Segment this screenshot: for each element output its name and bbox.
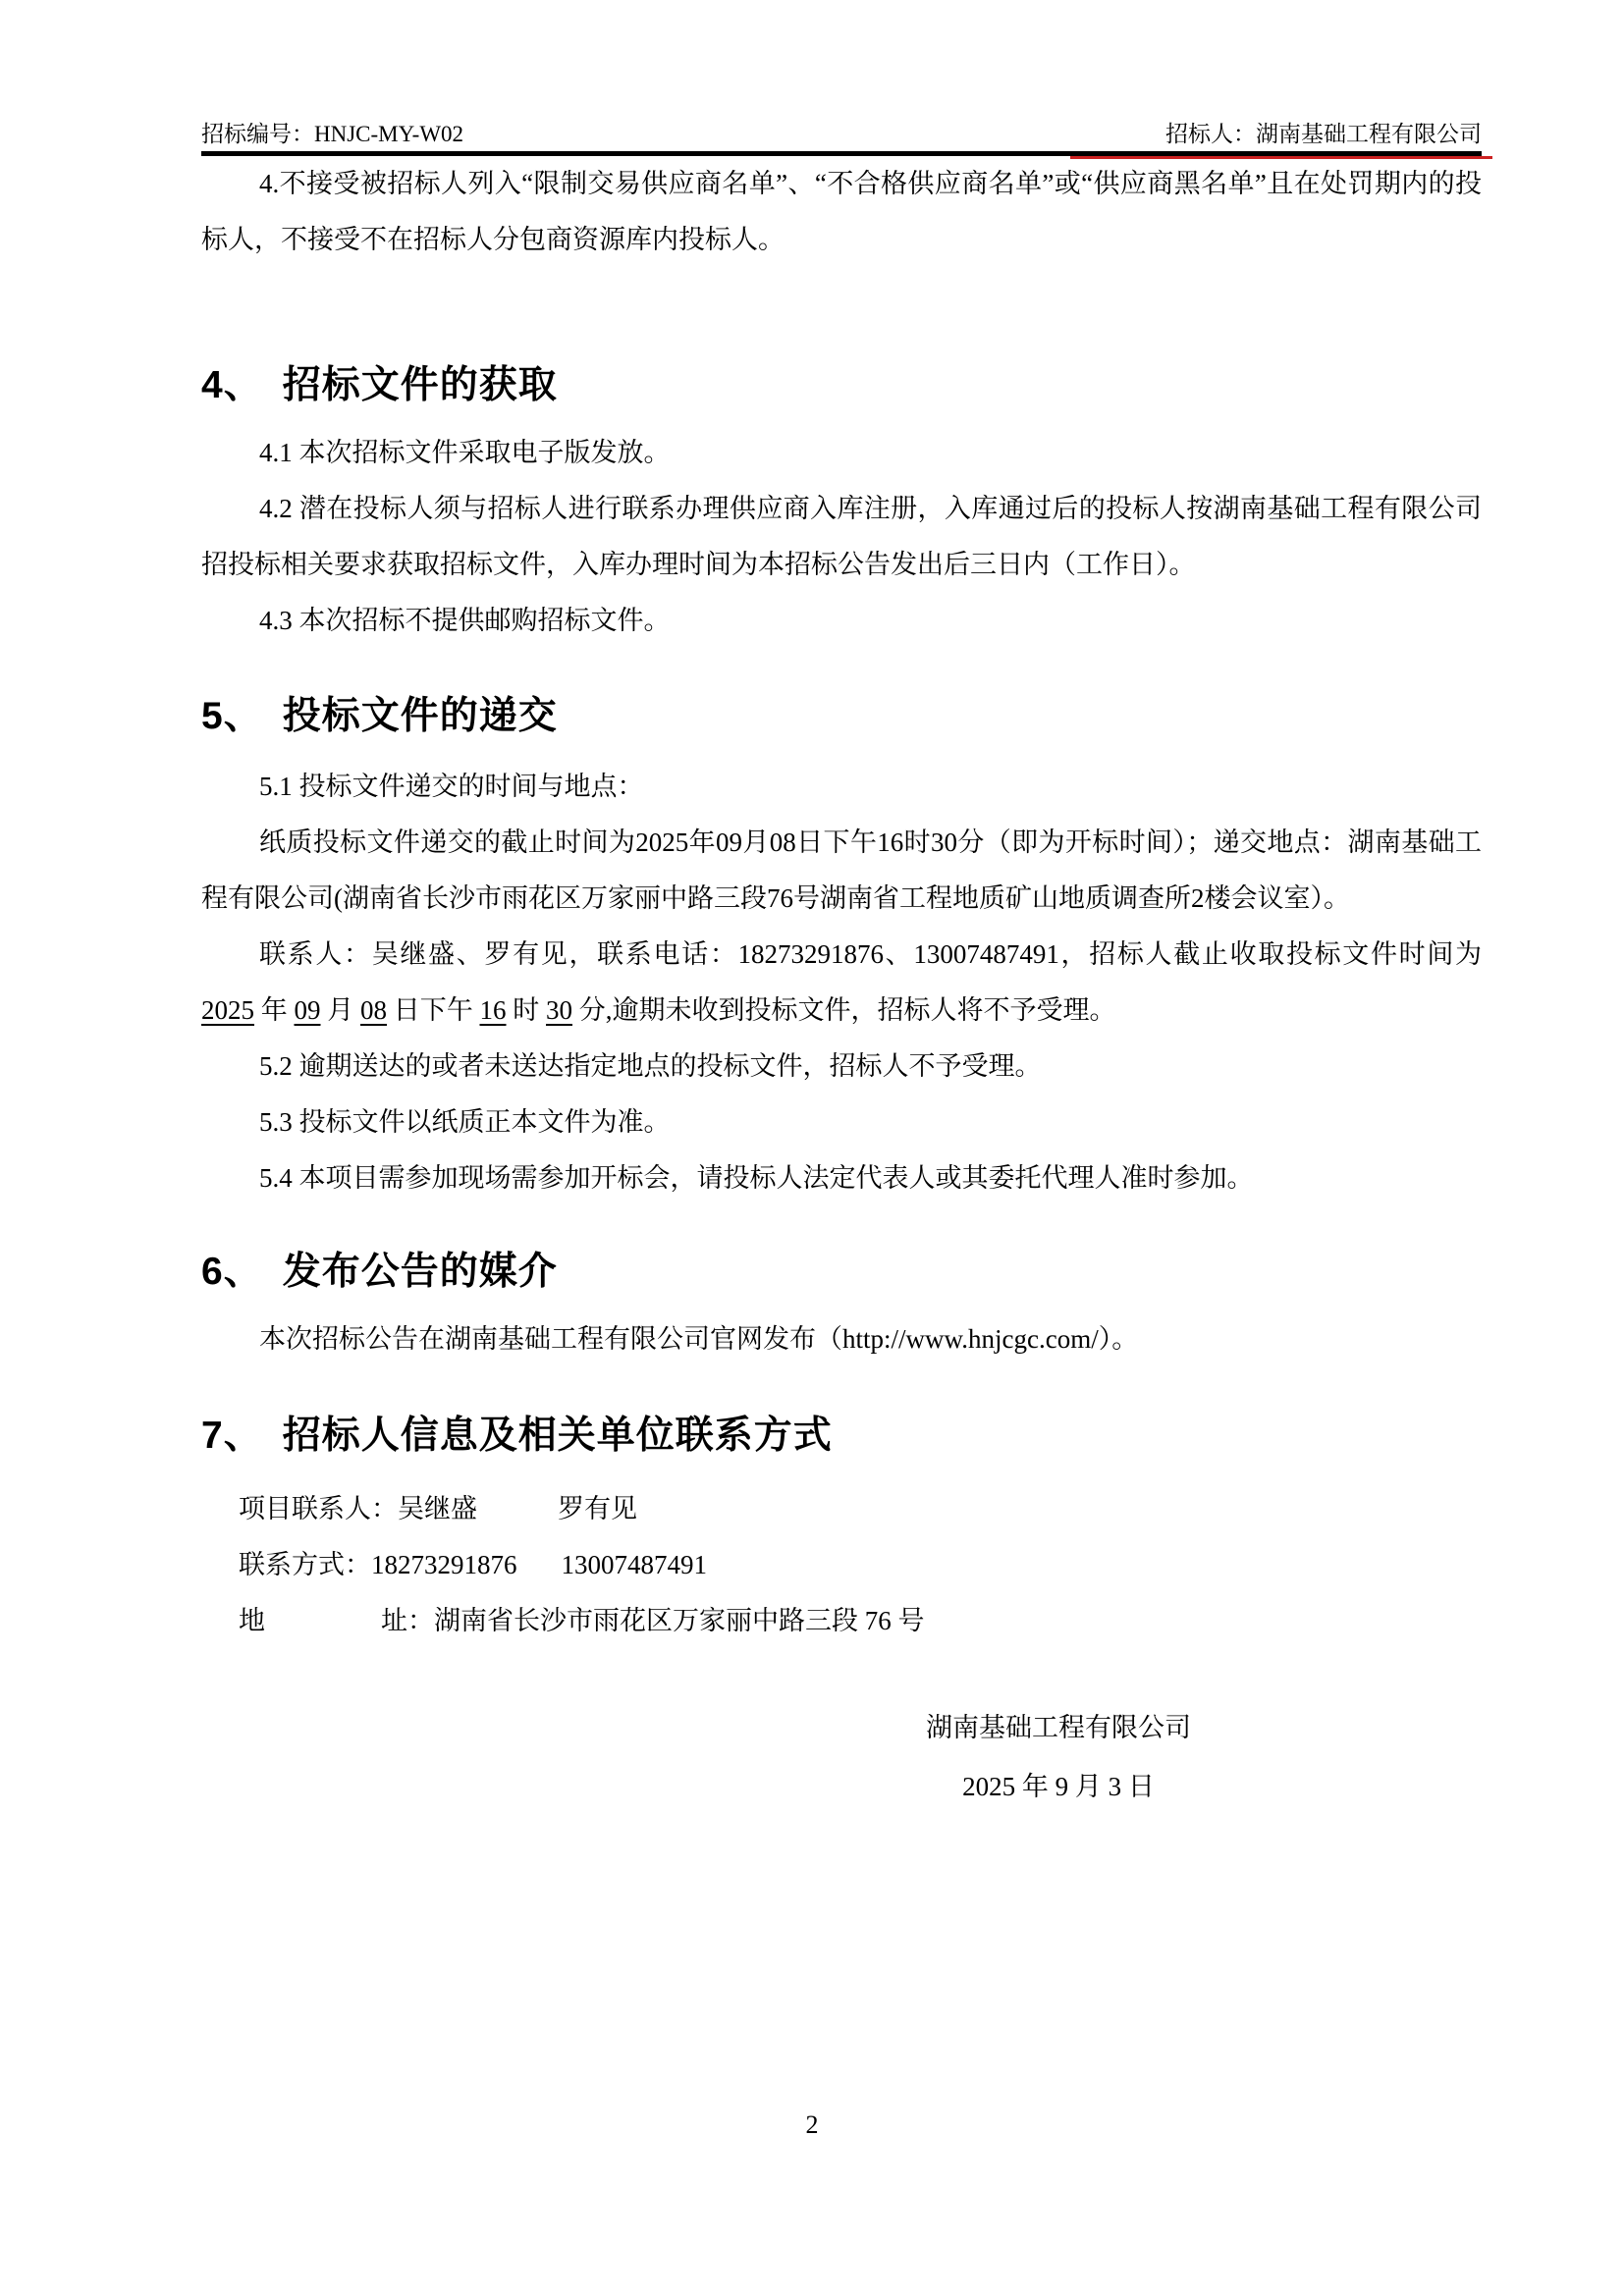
text-run: 月 (320, 995, 360, 1025)
paragraph-4-1: 4.1 本次招标文件采取电子版发放。 (259, 438, 671, 467)
paragraph-4-2: 4.2 潜在投标人须与招标人进行联系办理供应商入库注册，入库通过后的投标人按湖南基础工程有限公司招投标相关要求获取招标文件，入库办理时间为本招标公告发出后三日内（工作日）。 (201, 494, 1482, 579)
header-tenderer-name: 招标人：湖南基础工程有限公司 (1165, 122, 1482, 146)
text-run: 年 (254, 995, 295, 1025)
section-6-title: 发布公告的媒介 (282, 1251, 558, 1293)
section-6-heading (201, 1248, 1482, 1297)
section-4-heading (201, 361, 1482, 410)
address-value: 湖南省长沙市雨花区万家丽中路三段 76 号 (434, 1606, 925, 1635)
address-label-right: 址： (381, 1606, 434, 1635)
paragraph-5-4: 5.4 本项目需参加现场需参加开标会，请投标人法定代表人或其委托代理人准时参加。 (259, 1163, 1254, 1193)
paragraph-5-2: 5.2 逾期送达的或者未送达指定地点的投标文件，招标人不予受理。 (259, 1051, 1042, 1081)
signature-company: 湖南基础工程有限公司 (926, 1713, 1191, 1742)
section-7-title: 招标人信息及相关单位联系方式 (282, 1415, 833, 1457)
contact-phones-row (201, 1537, 1482, 1593)
section-5-heading (201, 692, 1482, 741)
paragraph-6-body: 本次招标公告在湖南基础工程有限公司官网发布（http://www.hnjcgc.com/）。 (259, 1324, 1139, 1354)
contact-address-row (201, 1593, 1482, 1649)
paragraph-5-3: 5.3 投标文件以纸质正本文件为准。 (259, 1107, 671, 1137)
page-number: 2 (805, 2110, 819, 2139)
signature-date: 2025 年 9 月 3 日 (962, 1772, 1155, 1801)
clause-4-paragraph: 4.不接受被招标人列入“限制交易供应商名单”、“不合格供应商名单”或“供应商黑名单”且在处罚期内的投标人，不接受不在招标人分包商资源库内投标人。 (201, 169, 1482, 254)
contact-names-row (201, 1481, 1482, 1537)
contact-phone-2: 13007487491 (561, 1550, 707, 1579)
section-4-title: 招标文件的获取 (282, 364, 558, 406)
underlined-text-run: 08 (360, 995, 387, 1025)
paragraph-5-contact-deadline (201, 927, 1482, 1039)
text-run: 联系人：吴继盛、罗有见，联系电话：18273291876、13007487491，招标人截止收取投标文件时间为 (259, 939, 1482, 969)
signature-block (916, 1700, 1201, 1815)
section-7-heading (201, 1412, 1482, 1461)
contact-phones-label: 联系方式： (239, 1550, 371, 1579)
underlined-text-run: 16 (479, 995, 507, 1025)
page-header (201, 0, 1482, 149)
underlined-text-run: 09 (294, 995, 321, 1025)
contact-name-1: 吴继盛 (398, 1494, 477, 1523)
contact-names-label: 项目联系人： (239, 1494, 398, 1523)
section-4-number: 4、 (201, 364, 263, 406)
text-run: 日下午 (387, 995, 480, 1025)
section-5-number: 5、 (201, 695, 263, 737)
header-red-underline (1070, 156, 1492, 159)
contact-name-2: 罗有见 (558, 1494, 637, 1523)
header-tender-number: 招标编号：HNJC-MY-W02 (201, 122, 464, 146)
underlined-text-run: 30 (546, 995, 572, 1025)
section-5-title: 投标文件的递交 (282, 695, 558, 737)
contact-phone-1: 18273291876 (371, 1550, 517, 1579)
paragraph-5-1: 5.1 投标文件递交的时间与地点： (259, 772, 644, 801)
text-run: 时 (506, 995, 546, 1025)
underlined-text-run: 2025 (201, 995, 254, 1025)
section-7-number: 7、 (201, 1415, 263, 1457)
paragraph-4-3: 4.3 本次招标不提供邮购招标文件。 (259, 606, 671, 635)
page-content (201, 0, 1482, 1815)
text-run: 分,逾期未收到投标文件，招标人将不予受理。 (572, 995, 1116, 1025)
section-6-number: 6、 (201, 1251, 263, 1293)
paragraph-5-1-detail: 纸质投标文件递交的截止时间为2025年09月08日下午16时30分（即为开标时间）；递交地点：湖南基础工程有限公司(湖南省长沙市雨花区万家丽中路三段76号湖南省工程地质矿山地质调查所2楼会议室）。 (201, 828, 1482, 913)
address-label-left: 地 (239, 1606, 265, 1635)
tenderer-contact-block (201, 1481, 1482, 1649)
